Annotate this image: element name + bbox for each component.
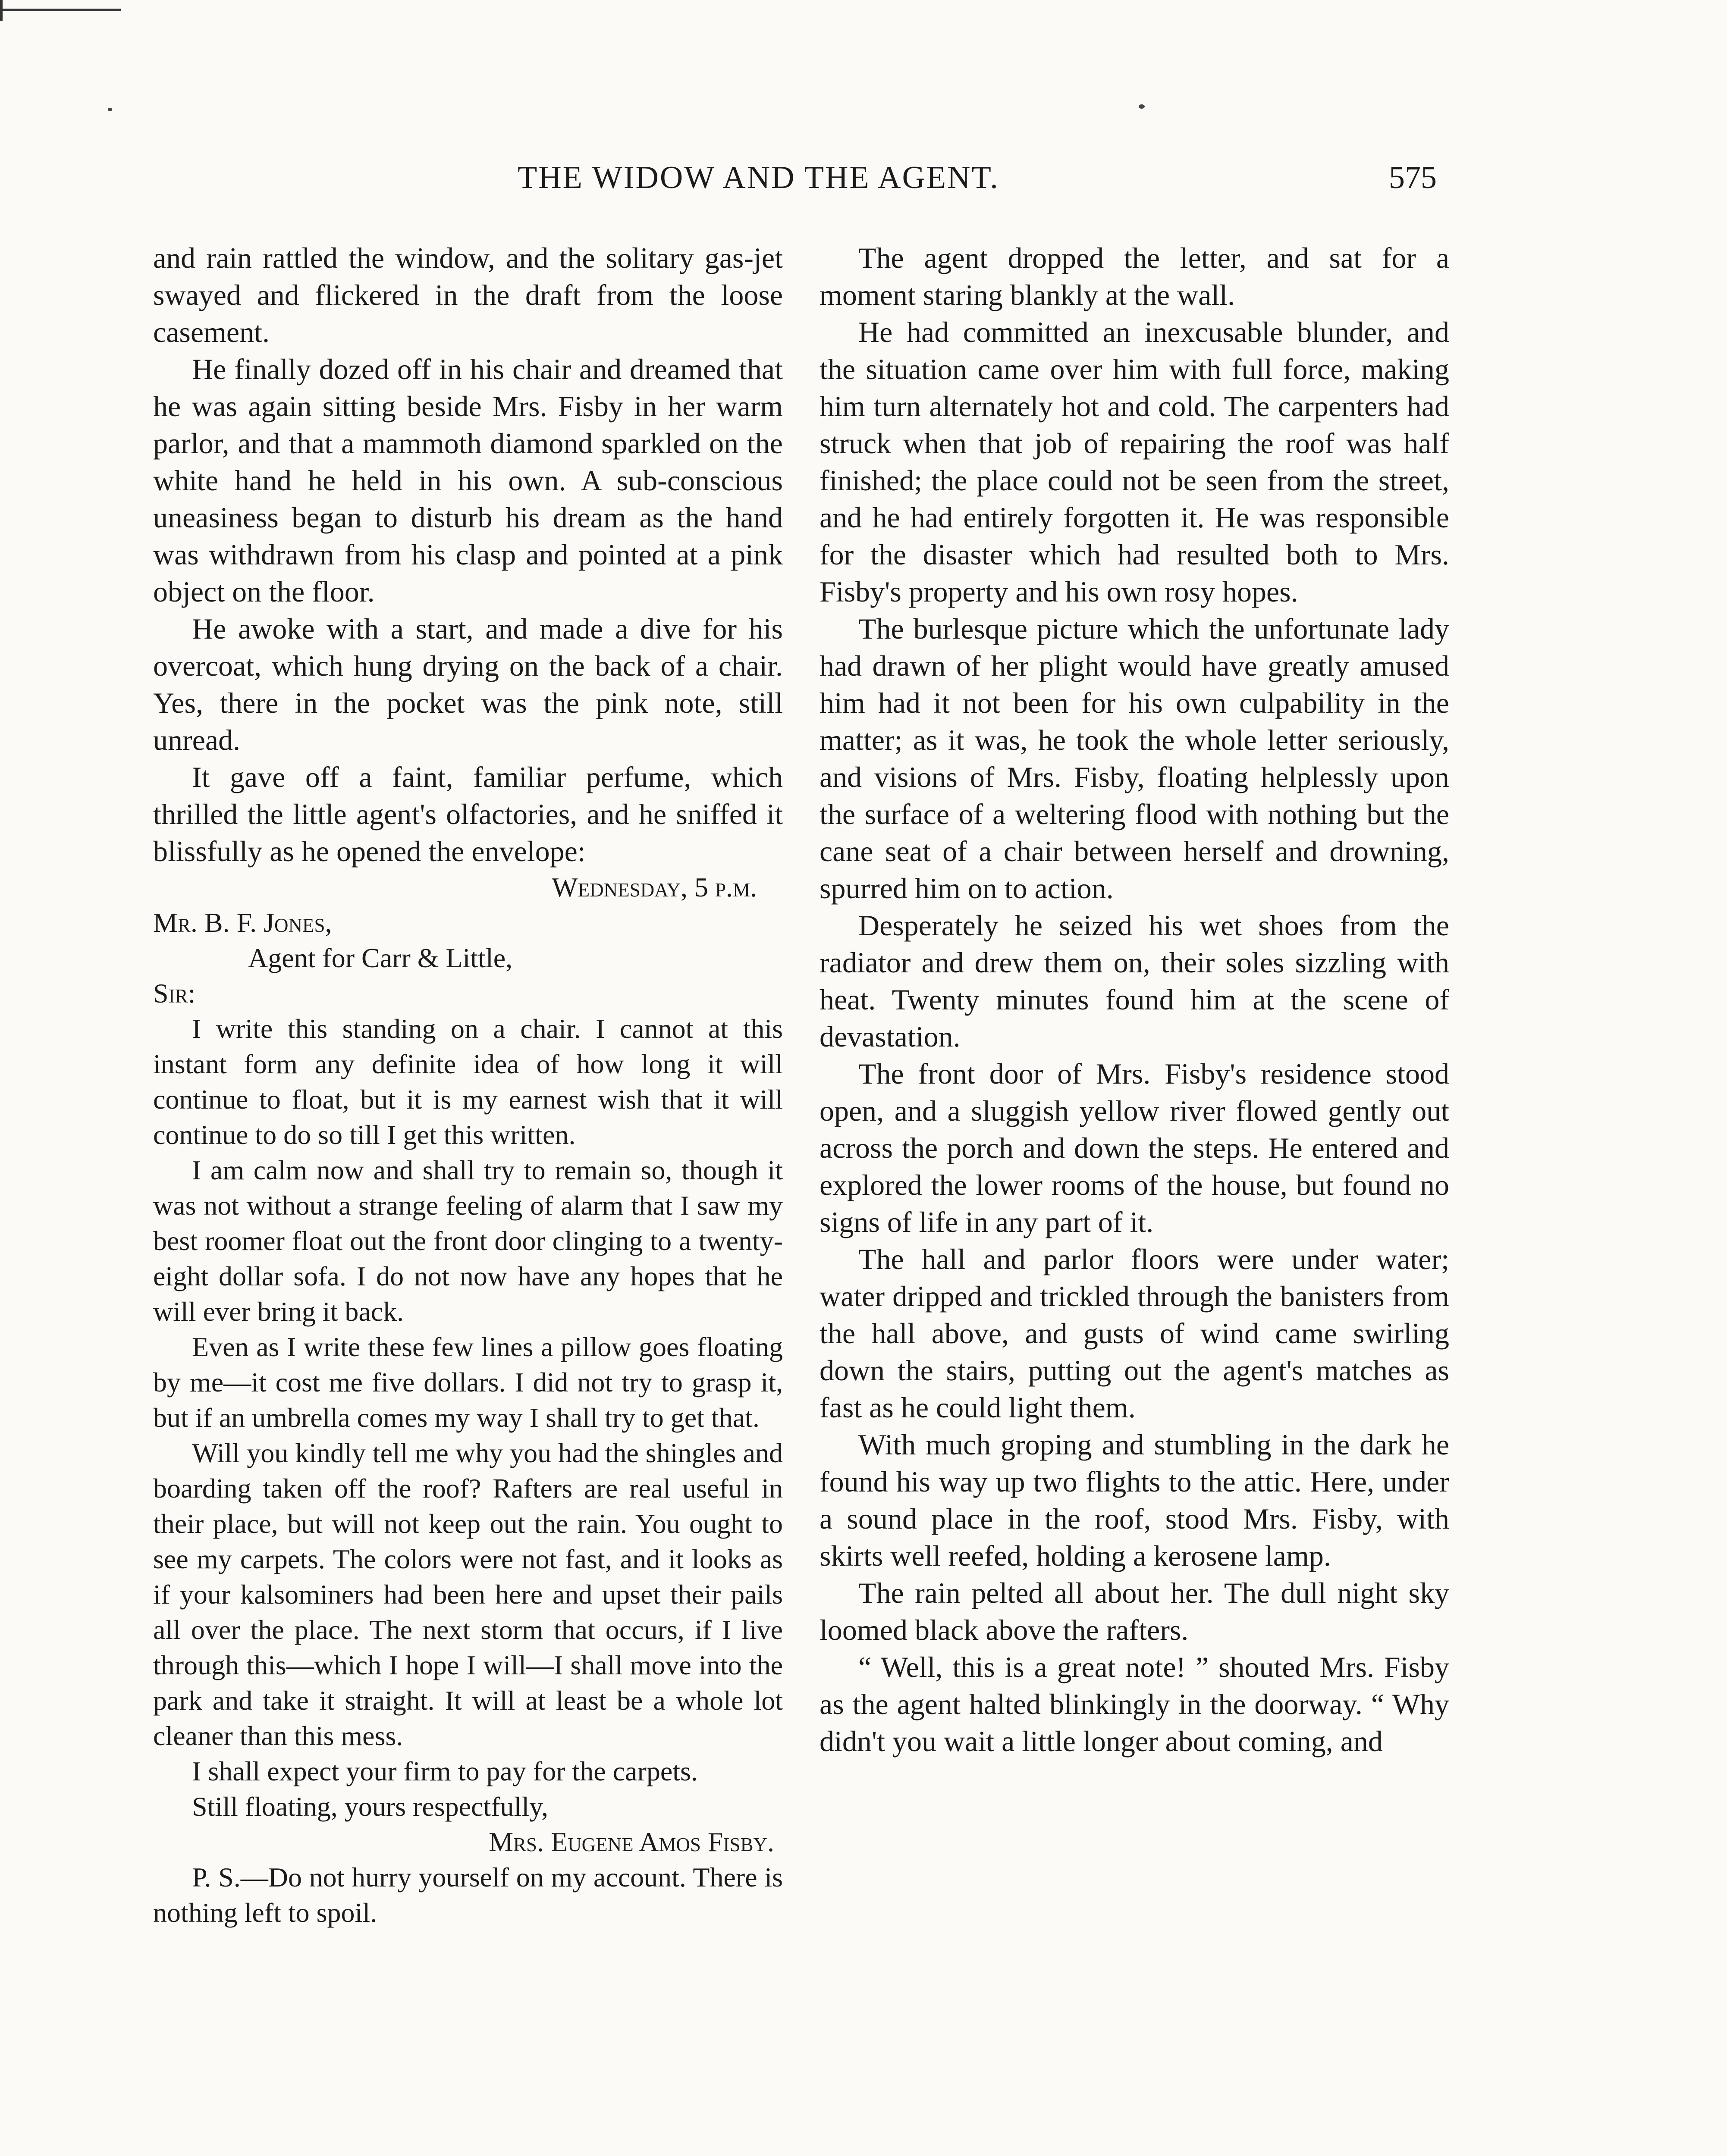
letter-date: Wednesday, 5 p.m. bbox=[552, 872, 757, 903]
letter-paragraph: Will you kindly tell me why you had the shingles and boarding taken off the roof? Rafters are real useful in their place, but will not keep out the rain. You ought to see my carpets. The colors were not fast, and it looks as if your kalsominers had been here and upset their pails all over the place. The next storm that occurs, if I live through this—which I hope I will—I shall move into the park and take it straight. It will at least be a whole lot cleaner than this mess. bbox=[153, 1438, 783, 1751]
letter-signature: Mrs. Eugene Amos Fisby. bbox=[489, 1827, 774, 1857]
letter-addressee: Mr. B. F. Jones, bbox=[153, 907, 332, 938]
letter-postscript: P. S.—Do not hurry yourself on my account. There is nothing left to spoil. bbox=[153, 1862, 783, 1928]
paragraph: The burlesque picture which the unfortunate lady had drawn of her plight would have greatly amused him had it not been for his own culpability in the matter; as it was, he took the whole letter seriously, and visions of Mrs. Fisby, floating helplessly upon the surface of a weltering flood with nothing but the cane seat of a chair between herself and drowning, spurred him on to action. bbox=[820, 612, 1449, 905]
paragraph: “ Well, this is a great note! ” shouted Mrs. Fisby as the agent halted blinkingly in the doorway. “ Why didn't you wait a little longer about coming, and bbox=[820, 1651, 1449, 1758]
running-title: THE WIDOW AND THE AGENT. bbox=[518, 160, 999, 195]
page-header bbox=[0, 160, 1727, 207]
letter bbox=[153, 870, 783, 1930]
letter-salutation: Sir: bbox=[153, 978, 196, 1009]
paragraph: and rain rattled the window, and the solitary gas-jet swayed and flickered in the draft from the loose casement. bbox=[153, 241, 783, 348]
letter-paragraph: I am calm now and shall try to remain so, though it was not without a strange feeling of alarm that I saw my best roomer float out the front door clinging to a twenty-eight dollar sofa. I do not now have any hopes that he will ever bring it back. bbox=[153, 1155, 783, 1327]
paragraph: The hall and parlor floors were under water; water dripped and trickled through the banisters from the hall above, and gusts of wind came swirling down the stairs, putting out the agent's matches as fast as he could light them. bbox=[820, 1243, 1449, 1424]
letter-paragraph: I write this standing on a chair. I cannot at this instant form any definite idea of how long it will continue to float, but it is my earnest wish that it will continue to do so till I get this written. bbox=[153, 1013, 783, 1150]
paragraph: The agent dropped the letter, and sat for a moment staring blankly at the wall. bbox=[820, 241, 1449, 311]
page-number: 575 bbox=[1389, 160, 1437, 195]
paragraph: It gave off a faint, familiar perfume, which thrilled the little agent's olfactories, and he sniffed it blissfully as he opened the envelope: bbox=[153, 761, 783, 868]
paragraph: With much groping and stumbling in the dark he found his way up two flights to the attic. Here, under a sound place in the roof, stood Mrs. Fisby, with skirts well reefed, holding a kerosene lamp. bbox=[820, 1428, 1449, 1572]
scan-corner-mark bbox=[0, 9, 121, 11]
paragraph: He had committed an inexcusable blunder, and the situation came over him with full force, making him turn alternately hot and cold. The carpenters had struck when that job of repairing the roof was half finished; the place could not be seen from the street, and he had entirely forgotten it. He was responsible for the disaster which had resulted both to Mrs. Fisby's property and his own rosy hopes. bbox=[820, 316, 1449, 608]
paragraph: The rain pelted all about her. The dull night sky loomed black above the rafters. bbox=[820, 1576, 1449, 1646]
right-column bbox=[820, 239, 1449, 1760]
paragraph: He awoke with a start, and made a dive for his overcoat, which hung drying on the back of a chair. Yes, there in the pocket was the pink note, still unread. bbox=[153, 612, 783, 756]
letter-agent-line: Agent for Carr & Little, bbox=[248, 943, 513, 973]
paragraph: The front door of Mrs. Fisby's residence stood open, and a sluggish yellow river flowed gently out across the porch and down the steps. He entered and explored the lower rooms of the house, but found no signs of life in any part of it. bbox=[820, 1057, 1449, 1238]
scan-corner-mark-vertical bbox=[0, 0, 3, 21]
left-column bbox=[153, 239, 783, 1930]
letter-paragraph: I shall expect your firm to pay for the carpets. bbox=[192, 1756, 698, 1786]
letter-paragraph: Even as I write these few lines a pillow goes floating by me—it cost me five dollars. I did not try to grasp it, but if an umbrella comes my way I shall try to get that. bbox=[153, 1332, 783, 1433]
scan-speck bbox=[108, 108, 112, 111]
scan-speck bbox=[1139, 104, 1145, 109]
paragraph: Desperately he seized his wet shoes from the radiator and drew them on, their soles sizzling with heat. Twenty minutes found him at the scene of devastation. bbox=[820, 909, 1449, 1053]
paragraph: He finally dozed off in his chair and dreamed that he was again sitting beside Mrs. Fisby in her warm parlor, and that a mammoth diamond sparkled on the white hand he held in his own. A sub-conscious uneasiness began to disturb his dream as the hand was withdrawn from his clasp and pointed at a pink object on the floor. bbox=[153, 353, 783, 608]
letter-closing: Still floating, yours respectfully, bbox=[192, 1791, 548, 1822]
